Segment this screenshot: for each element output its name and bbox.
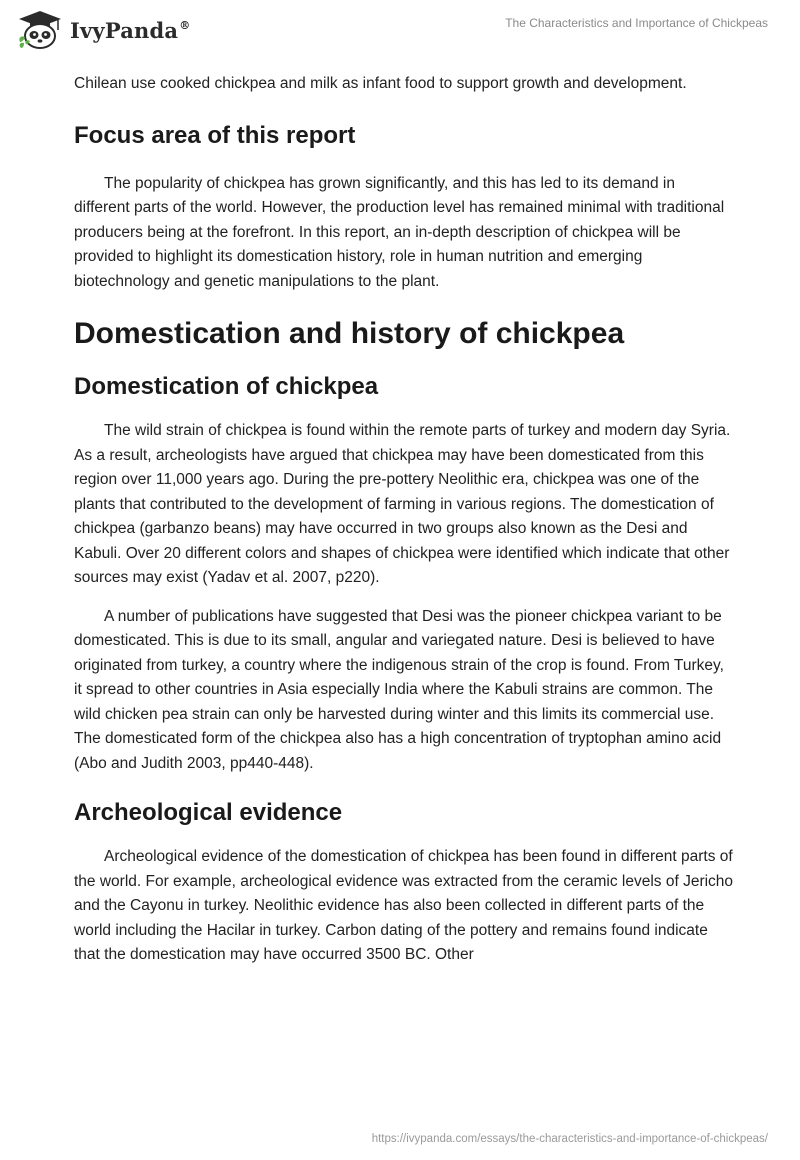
archeological-heading: Archeological evidence: [74, 799, 343, 826]
archeological-paragraph-1: Archeological evidence of the domestication of chickpea has been found in different parts of the world. For example, archeological evidence was extracted from the ceramic levels of Jericho and the Cayonu in turkey. Neolithic evidence has also been collected in different parts of the world including the Hacilar in turkey. Carbon dating of the pottery and remains found indicate that the domestication may have occurred 3500 BC. Other: [74, 848, 734, 963]
focus-paragraph: The popularity of chickpea has grown significantly, and this has led to its demand in different parts of the world. However, the production level has remained minimal with traditional producers being at the forefront. In this report, an in-depth description of chickpea will be provided to highlight its domestication history, role in human nutrition and emerging biotechnology and genetic manipulations to the plant.: [74, 174, 725, 290]
domestication-paragraph-1: The wild strain of chickpea is found within the remote parts of turkey and modern day Syria. As a result, archeologists have argued that chickpea may have been domesticated from this region over 11,000 years ago. During the pre-pottery Neolithic era, chickpea was one of the plants that contributed to the development of farming in various regions. The domestication of chickpea (garbanzo beans) may have occurred in two groups also known as the Desi and Kabuli. Over 20 different colors and shapes of chickpea were identified which indicate that other sources may exist (Yadav et al. 2007, p220).: [74, 422, 731, 586]
panda-graduate-icon: [14, 8, 66, 52]
document-title: The Characteristics and Importance of Chickpeas: [505, 16, 768, 30]
source-url[interactable]: https://ivypanda.com/essays/the-characteristics-and-importance-of-chickpeas/: [371, 1133, 768, 1145]
brand-name: IvyPanda®: [70, 17, 191, 43]
essay-content: [74, 72, 734, 968]
registered-mark: ®: [179, 18, 191, 32]
domestication-paragraph-2: A number of publications have suggested that Desi was the pioneer chickpea variant to be domesticated. This is due to its small, angular and variegated nature. Desi is believed to have originated from turkey, a country where the indigenous strain of the crop is found. From Turkey, it spread to other countries in Asia especially India where the Kabuli strains are common. The wild chicken pea strain can only be harvested during winter and this limits its commercial use. The domesticated form of the chickpea also has a high concentration of tryptophan amino acid (Abo and Judith 2003, pp440-448).: [74, 607, 724, 772]
page-header: [0, 0, 800, 70]
intro-paragraph-tail: Chilean use cooked chickpea and milk as infant food to support growth and development.: [74, 75, 687, 92]
ivypanda-logo[interactable]: [14, 8, 190, 52]
domestication-heading: Domestication of chickpea: [74, 373, 379, 400]
section-heading: Domestication and history of chickpea: [74, 317, 625, 350]
focus-heading: Focus area of this report: [74, 121, 356, 149]
